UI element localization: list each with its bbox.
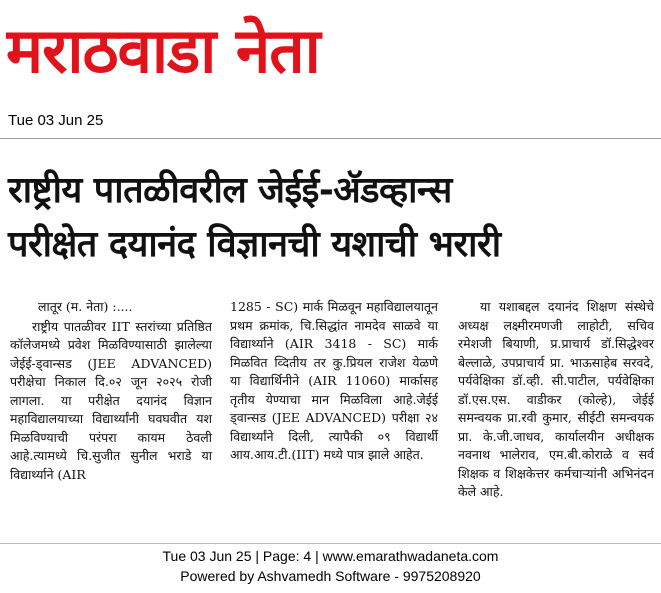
footer-info: Tue 03 Jun 25 | Page: 4 | www.emarathwadaneta.com — [162, 548, 499, 564]
footer-credit: Powered by Ashvamedh Software - 9975208920 — [180, 568, 481, 584]
article-column-2 — [230, 298, 438, 465]
column-2-text: 1285 - SC) मार्क मिळवून महाविद्यालयातून प्रथम क्रमांक, चि.सिद्धांत नामदेव साळवे या विद्यार्थ्याने (AIR 3418 - SC) मार्क मिळवित व्दितीय तर कु.प्रियल राजेश येळणे या विद्यार्थिनीने (AIR 11060) मार्कासह तृतीय येण्याचा मान मिळविला आहे.जेईई ड्वान्सड (JEE ADVANCED) परीक्षा २४ विद्यार्थ्यांने दिली, त्यापैकी ०९ विद्यार्थी आय.आय.टी.(IIT) मध्ये पात्र झाले आहेत. — [230, 299, 438, 462]
headline-line-1: राष्ट्रीय पातळीवरील जेईई-ॲडव्हान्स — [8, 170, 452, 211]
masthead-logo: मराठवाडा नेता — [6, 14, 320, 87]
article-column-3 — [458, 298, 654, 502]
article-column-1 — [10, 298, 212, 484]
headline-line-2: परीक्षेत दयानंद विज्ञानची यशाची भरारी — [8, 224, 501, 265]
dateline: लातूर (म. नेता) :.... — [38, 299, 133, 314]
column-1-text: राष्ट्रीय पातळीवर IIT स्तरांच्या प्रतिष्ठित कॉलेजमध्ये प्रवेश मिळविण्यासाठी झालेल्या जेईई-ड्वान्सड (JEE ADVANCED) परीक्षेचा निकाल दि.०२ जून २०२५ रोजी लागला. या परीक्षेत दयानंद विज्ञान महाविद्यालयाच्या विद्यार्थ्यांनी घवघवीत यश मिळविण्याची परंपरा कायम ठेवली आहे.त्यामध्ये चि.सुजीत सुनील भराडे या विद्यार्थ्याने (AIR — [10, 318, 212, 482]
header-divider — [0, 138, 661, 139]
edition-date: Tue 03 Jun 25 — [8, 112, 104, 129]
footer-divider — [0, 543, 661, 544]
column-3-text: या यशाबद्दल दयानंद शिक्षण संस्थेचे अध्यक्ष लक्ष्मीरमणजी लाहोटी, सचिव रमेशजी बियाणी, प्र.प्राचार्य डॉ.सिद्धेश्वर बेल्लाळे, उपप्राचार्य प्रा. भाऊसाहेब सरवदे, पर्यवेक्षिका डॉ.व्ही. सी.पाटील, पर्यवेक्षिका डॉ.एस.एस. वाडीकर (कोल्हे), जेईई समन्वयक प्रा.रवी कुमार, सीईटी समन्वयक प्रा. के.जी.जाधव, कार्यालयीन अधीक्षक नवनाथ भालेराव, एम.बी.कोराळे व सर्व शिक्षक व शिक्षकेत्तर कर्मचाऱ्यांनी अभिनंदन केले आहे. — [458, 299, 654, 499]
article-headline — [8, 164, 654, 272]
